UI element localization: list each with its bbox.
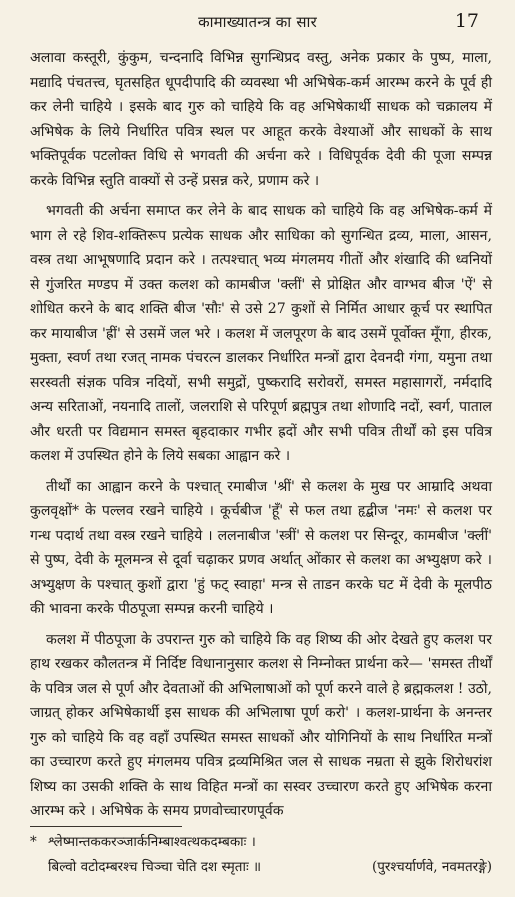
page-header: [0, 10, 515, 38]
footnote-verse-2: बिल्वो वटोदम्बरश्च चिञ्चा चेति दश स्मृताः ॥: [48, 859, 262, 875]
paragraph-1: अलावा कस्तूरी, कुंकुम, चन्दनादि विभिन्न सुगन्धिप्रद वस्तु, अनेक प्रकार के पुष्प, माला, मद्यादि पंचतत्त्व, घृतसहित धूपदीपादि की व्यवस्था भी अभिषेक-कर्म आरम्भ करने के पूर्व ही कर लेनी चाहिये । इसके बाद गुरु को चाहिये कि वह अभिषेकार्थी साधक को चक्रालय में अभिषेक के लिये निर्धारित पवित्र स्थल पर आहूत करके वेश्याओं और साधकों के साथ भक्तिपूर्वक पटलोक्त विधि से भगवती की अर्चना करे । विधिपूर्वक देवी की पूजा सम्पन्न करके विभिन्न स्तुति वाक्यों से उन्हें प्रसन्न करे, प्रणाम करे ।: [30, 50, 492, 189]
footnote-source: (पुरश्चर्यार्णवे, नवमतरङ्गे): [371, 859, 492, 875]
paragraph-2: भगवती की अर्चना समाप्त कर लेने के बाद साधक को चाहिये कि वह अभिषेक-कर्म में भाग ले रहे शिव-शक्तिरूप प्रत्येक साधक और साधिका को सुगन्धित द्रव्य, माला, आसन, वस्त्र तथा आभूषणादि प्रदान करे । तत्पश्चात् भव्य मंगलमय गीतों और शंखादि की ध्वनियों से गुंजरित मण्डप में उक्त कलश को कामबीज 'क्लीं' से प्रोक्षित और वाग्भव बीज 'ऐं' से शोधित करने के बाद शक्ति बीज 'सौः' से उसे 27 कुशों से निर्मित आधार कूर्च पर स्थापित कर मायाबीज 'ह्रीं' से उसमें जल भरे । कलश में जलपूरण के बाद उसमें पूर्वोक्त मूँगा, हीरक, मुक्ता, स्वर्ण तथा रजत् नामक पंचरत्न डालकर निर्धारित मन्त्रों द्वारा देवनदी गंगा, यमुना तथा सरस्वती संज्ञक पवित्र नदियों, सभी समुद्रों, पुष्करादि सरोवरों, समस्त महासागरों, नर्मदादि अन्य सरिताओं, नयनादि तालों, जलराशि से परिपूर्ण ब्रह्मपुत्र तथा शोणादि नदों, स्वर्ग, पाताल और धरती पर विद्यमान समस्त बृहदाकार गभीर ह्रदों और सभी पवित्र तीर्थों को इस पवित्र कलश में उपस्थित होने के लिये सबका आह्वान करे ।: [30, 203, 492, 464]
footnote-divider: [30, 826, 182, 827]
footnote-line-2: [30, 855, 492, 880]
paragraph-4: कलश में पीठपूजा के उपरान्त गुरु को चाहिये कि वह शिष्य की ओर देखते हुए कलश पर हाथ रखकर कौलतन्त्र में निर्दिष्ट विधानानुसार कलश से निम्नोक्त प्रार्थना करे— 'समस्त तीर्थों के पवित्र जल से पूर्ण और देवताओं की अभिलाषाओं को पूर्ण करने वाले हे ब्रह्मकलश ! उठो, जाग्रत् होकर अभिषेकार्थी इस साधक की अभिलाषा पूर्ण करो' । कलश-प्रार्थना के अनन्तर गुरु को चाहिये कि वह वहाँ उपस्थित समस्त साधकों और योगिनियों के साथ निर्धारित मन्त्रों का उच्चारण करते हुए मंगलमय पवित्र द्रव्यमिश्रित जल से साधक नम्रता से झुके शिरोधरांश शिष्य का उसकी शक्ति के साथ विहित मन्त्रों का सस्वर उच्चारण करते हुए अभिषेक करना आरम्भ करे । अभिषेक के समय प्रणवोच्चारणपूर्वक: [30, 631, 492, 819]
footnote-marker: *: [30, 834, 37, 850]
running-title: कामाख्यातन्त्र का सार: [198, 13, 317, 31]
paragraph-3: तीर्थों का आह्वान करने के पश्चात् रमाबीज 'श्रीं' से कलश के मुख पर आम्रादि अथवा कुलवृक्षों* के पल्लव रखने चाहिये । कूर्चबीज 'हूँ' से फल तथा हृद्बीज 'नमः' से कलश पर गन्ध पदार्थ तथा वस्त्र रखने चाहिये । ललनाबीज 'स्त्रीं' से कलश पर सिन्दूर, कामबीज 'क्लीं' से पुष्प, देवी के मूलमन्त्र से दूर्वा चढ़ाकर प्रणव अर्थात् ओंकार से कलश का अभ्युक्षण करे । अभ्युक्षण के पश्चात् कुशों द्वारा 'हुं फट् स्वाहा' मन्त्र से ताडन करके घट में देवी के मूलपीठ की भावना करके पीठपूजा सम्पन्न करनी चाहिये ।: [30, 478, 492, 617]
footnote: [30, 830, 492, 880]
footnote-verse-1: श्लेष्मान्तककरञ्जार्कनिम्बाश्वत्थकदम्बकाः ।: [48, 834, 256, 850]
footnote-line-1: [30, 830, 492, 855]
page-number: 17: [454, 10, 479, 32]
body-text: [30, 46, 492, 824]
